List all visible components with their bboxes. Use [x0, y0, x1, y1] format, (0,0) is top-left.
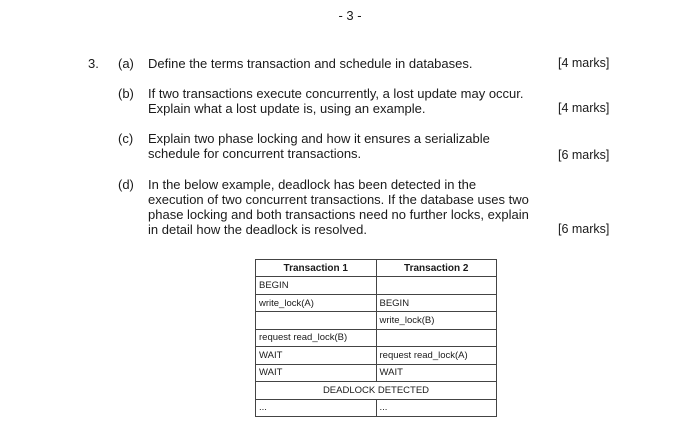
marks-label: [6 marks] [558, 222, 610, 236]
table-cell: write_lock(A) [256, 294, 377, 311]
table-cell: write_lock(B) [376, 312, 497, 329]
table-cell [376, 329, 497, 346]
part-line: phase locking and both transactions need no further locks, explain [148, 207, 529, 222]
table-row [256, 277, 497, 294]
table-cell: BEGIN [376, 294, 497, 311]
table-cell: WAIT [256, 364, 377, 381]
part-line: schedule for concurrent transactions. [148, 146, 362, 161]
part-label: (c) [118, 131, 134, 146]
table-span-row [256, 382, 497, 399]
part-text [148, 86, 548, 116]
part-line: In the below example, deadlock has been detected in the [148, 177, 477, 192]
question-part-c [118, 131, 558, 163]
table-row [256, 347, 497, 364]
table-row [256, 329, 497, 346]
table-row [256, 399, 497, 417]
question-part-b [118, 86, 558, 118]
page-number: - 3 - [338, 8, 362, 23]
table-cell: request read_lock(A) [376, 347, 497, 364]
part-line: execution of two concurrent transactions. If the database uses two [148, 192, 529, 207]
part-text [148, 56, 548, 71]
table-cell: ... [256, 399, 377, 417]
table-cell [256, 312, 377, 329]
table-cell [376, 277, 497, 294]
part-label: (d) [118, 177, 134, 192]
part-text [148, 131, 548, 161]
table-header-cell: Transaction 1 [256, 260, 377, 277]
marks-label: [4 marks] [558, 101, 610, 115]
transaction-table [255, 259, 497, 417]
table-row [256, 294, 497, 311]
table-cell: request read_lock(B) [256, 329, 377, 346]
table-cell: BEGIN [256, 277, 377, 294]
part-line: in detail how the deadlock is resolved. [148, 222, 367, 237]
part-label: (b) [118, 86, 134, 101]
part-label: (a) [118, 56, 134, 71]
part-line: Explain two phase locking and how it ensures a serializable [148, 131, 490, 146]
question-part-a [118, 56, 558, 72]
table-row [256, 312, 497, 329]
table-cell: WAIT [256, 347, 377, 364]
marks-label: [4 marks] [558, 56, 610, 70]
marks-label: [6 marks] [558, 148, 610, 162]
table-header-cell: Transaction 2 [376, 260, 497, 277]
question-part-d [118, 177, 558, 239]
deadlock-detected-label: DEADLOCK DETECTED [256, 382, 497, 399]
table-row [256, 364, 497, 381]
part-line: If two transactions execute concurrently, a lost update may occur. [148, 86, 524, 101]
table-cell: ... [376, 399, 497, 417]
question-number: 3. [88, 56, 99, 71]
table-cell: WAIT [376, 364, 497, 381]
part-line: Define the terms transaction and schedule in databases. [148, 56, 473, 71]
part-text [148, 177, 548, 237]
part-line: Explain what a lost update is, using an example. [148, 101, 426, 116]
table-header-row [256, 260, 497, 277]
